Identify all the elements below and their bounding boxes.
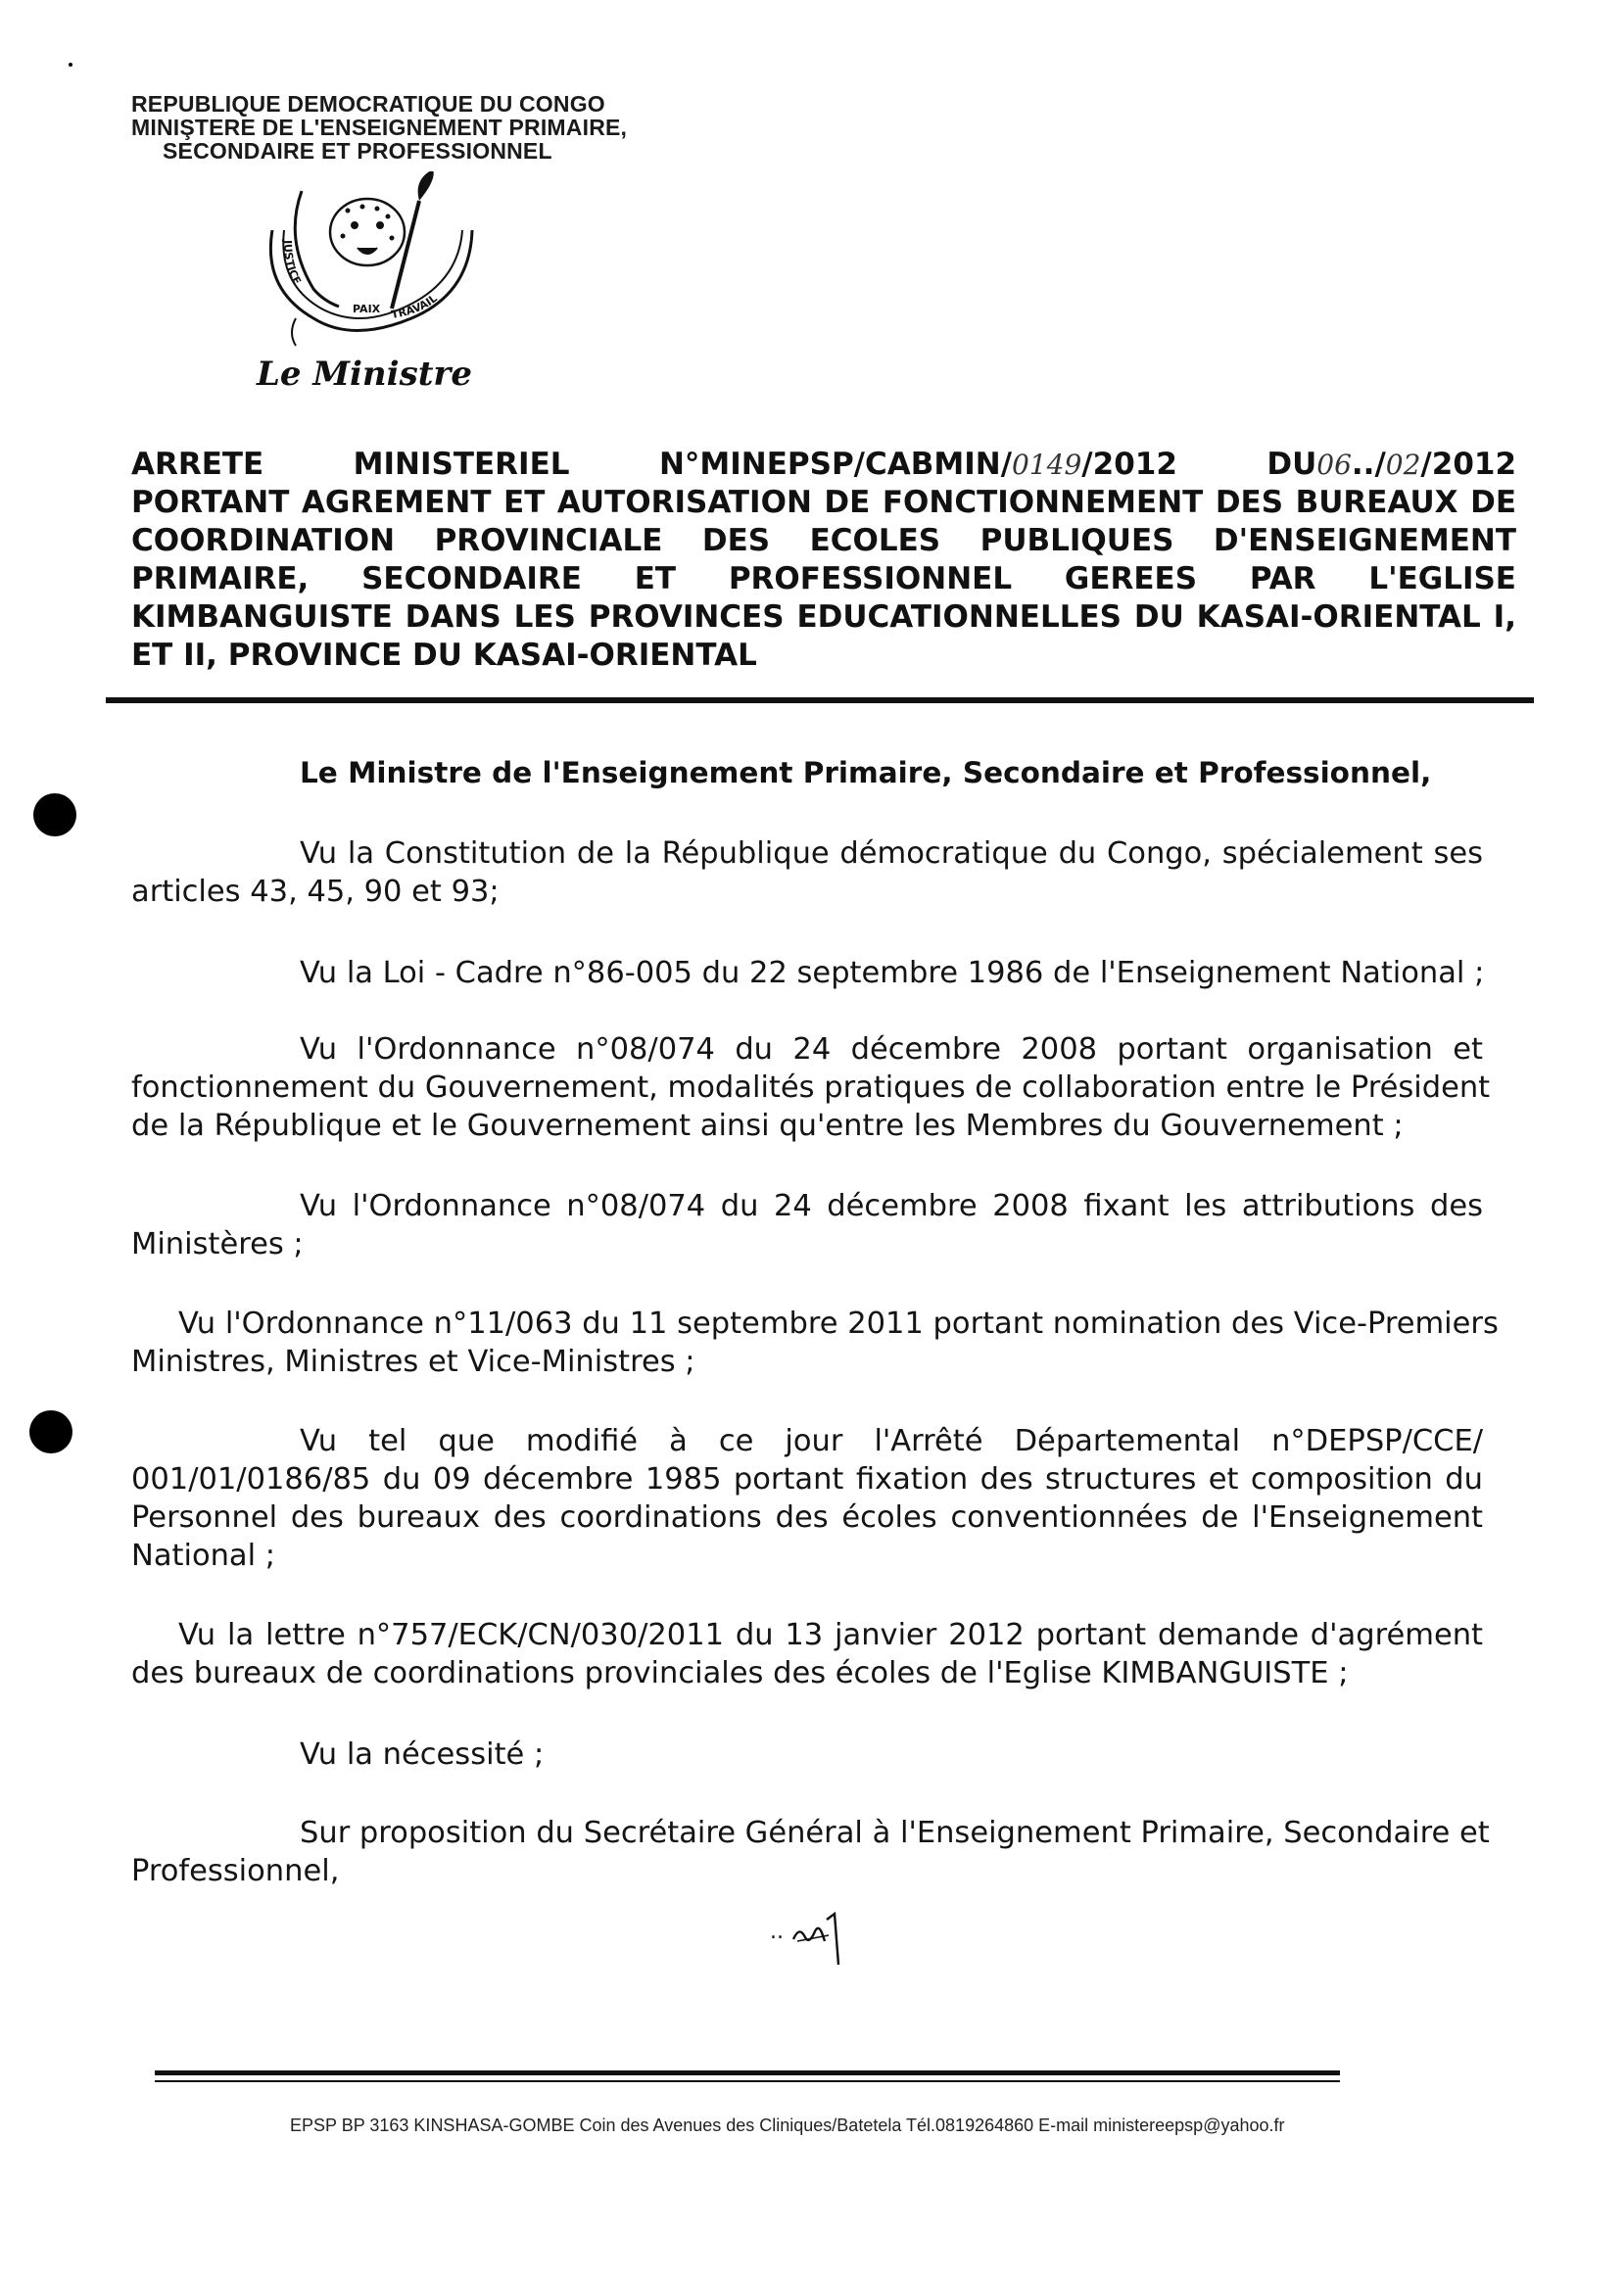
punch-hole (33, 793, 76, 836)
paragraph-line: Vu la Constitution de la République démocratique du Congo, spécialement ses (300, 836, 1483, 871)
signature-label: Le Ministre (257, 355, 472, 394)
footer-rule-thick (155, 2070, 1340, 2075)
title-line-1 (131, 446, 1516, 484)
paragraph-line: Vu l'Ordonnance n°11/063 du 11 septembre 2011 portant nomination des Vice-Premiers (178, 1307, 1499, 1341)
paragraph-line: articles 43, 45, 90 et 93; (131, 875, 500, 909)
paragraph-line: Vu la nécessité ; (300, 1737, 545, 1772)
svg-text:TRAVAIL: TRAVAIL (390, 292, 440, 321)
title-line-4: PRIMAIRE, SECONDAIRE ET PROFESSIONNEL GEREES PAR L'EGLISE (131, 561, 1516, 596)
header-ministry-cont: SECONDAIRE ET PROFESSIONNEL (163, 138, 552, 164)
paragraph-line: Ministères ; (131, 1227, 304, 1261)
paragraph-line: Personnel des bureaux des coordinations des écoles conventionnées de l'Enseignement (131, 1500, 1483, 1535)
title-line-6: ET II, PROVINCE DU KASAI-ORIENTAL (131, 638, 757, 673)
footer-address: EPSP BP 3163 KINSHASA-GOMBE Coin des Avenues des Cliniques/Batetela Tél.0819264860 E-mail ministereepsp@yahoo.fr (290, 2116, 1285, 2135)
title-ministeriel: MINISTERIEL (353, 447, 570, 482)
handwritten-day: 06 (1316, 449, 1352, 481)
initials-signature (770, 1896, 868, 1974)
title-line-3: COORDINATION PROVINCIALE DES ECOLES PUBLIQUES D'ENSEIGNEMENT (131, 523, 1516, 558)
initials-dots: .. (770, 1920, 784, 1944)
paragraph-line: 001/01/0186/85 du 09 décembre 1985 portant fixation des structures et composition du (131, 1462, 1483, 1497)
paragraph-line: Vu la lettre n°757/ECK/CN/030/2011 du 13 janvier 2012 portant demande d'agrément (178, 1618, 1483, 1652)
paragraph-line: Vu la Loi - Cadre n°86-005 du 22 septembre 1986 de l'Enseignement National ; (300, 956, 1485, 990)
title-reference: N°MINEPSP/CABMIN/0149/2012 (658, 447, 1177, 482)
header-ministry: MINIŞTERE DE L'ENSEIGNEMENT PRIMAIRE, (131, 115, 628, 140)
paragraph-line: Vu tel que modifié à ce jour l'Arrêté Départemental n°DEPSP/CCE/ (300, 1424, 1483, 1458)
coat-of-arms-icon (245, 171, 500, 367)
initials-icon (770, 1896, 868, 1974)
paragraph-line: Vu l'Ordonnance n°08/074 du 24 décembre 2008 portant organisation et (300, 1032, 1483, 1067)
paragraph-line: Sur proposition du Secrétaire Général à l'Enseignement Primaire, Secondaire et (300, 1816, 1490, 1850)
scan-speck (69, 63, 72, 67)
ministre-heading: Le Ministre de l'Enseignement Primaire, Secondaire et Professionnel, (300, 756, 1432, 789)
paragraph-line: de la République et le Gouvernement ainsi qu'entre les Membres du Gouvernement ; (131, 1109, 1404, 1143)
paragraph-line: des bureaux de coordinations provinciales des écoles de l'Eglise KIMBANGUISTE ; (131, 1656, 1349, 1690)
handwritten-number: 0149 (1012, 449, 1082, 481)
paragraph-line: fonctionnement du Gouvernement, modalités pratiques de collaboration entre le Président (131, 1070, 1491, 1105)
paragraph-line: Vu l'Ordonnance n°08/074 du 24 décembre 2008 fixant les attributions des (300, 1189, 1483, 1223)
paragraph-arrete-departemental (131, 1422, 1483, 1575)
title-divider (106, 697, 1534, 703)
svg-text:PAIX: PAIX (353, 303, 381, 315)
paragraph-loi-cadre (300, 954, 1485, 992)
punch-hole (29, 1410, 72, 1453)
paragraph-proposition (131, 1814, 1490, 1890)
title-line-5: KIMBANGUISTE DANS LES PROVINCES EDUCATIONNELLES DU KASAI-ORIENTAL I, (131, 599, 1516, 635)
paragraph-necessite (300, 1735, 1485, 1774)
paragraph-ordonnance-attributions (131, 1187, 1483, 1263)
paragraph-lettre (131, 1616, 1483, 1692)
paragraph-line: Professionnel, (131, 1854, 340, 1888)
paragraph-constitution (131, 834, 1483, 911)
title-date: DU06../02/2012 (1266, 447, 1517, 482)
header-country: REPUBLIQUE DEMOCRATIQUE DU CONGO (131, 91, 605, 117)
footer-rule-thin (155, 2080, 1340, 2082)
handwritten-month: 02 (1385, 449, 1421, 481)
title-arrete: ARRETE (131, 447, 264, 482)
svg-text:JUSTICE: JUSTICE (280, 239, 304, 287)
paragraph-ordonnance-nomination (131, 1305, 1499, 1381)
paragraph-ordonnance-organisation (131, 1030, 1491, 1145)
paragraph-line: National ; (131, 1539, 276, 1573)
title-line-2: PORTANT AGREMENT ET AUTORISATION DE FONCTIONNEMENT DES BUREAUX DE (131, 485, 1516, 520)
paragraph-line: Ministres, Ministres et Vice-Ministres ; (131, 1345, 695, 1379)
